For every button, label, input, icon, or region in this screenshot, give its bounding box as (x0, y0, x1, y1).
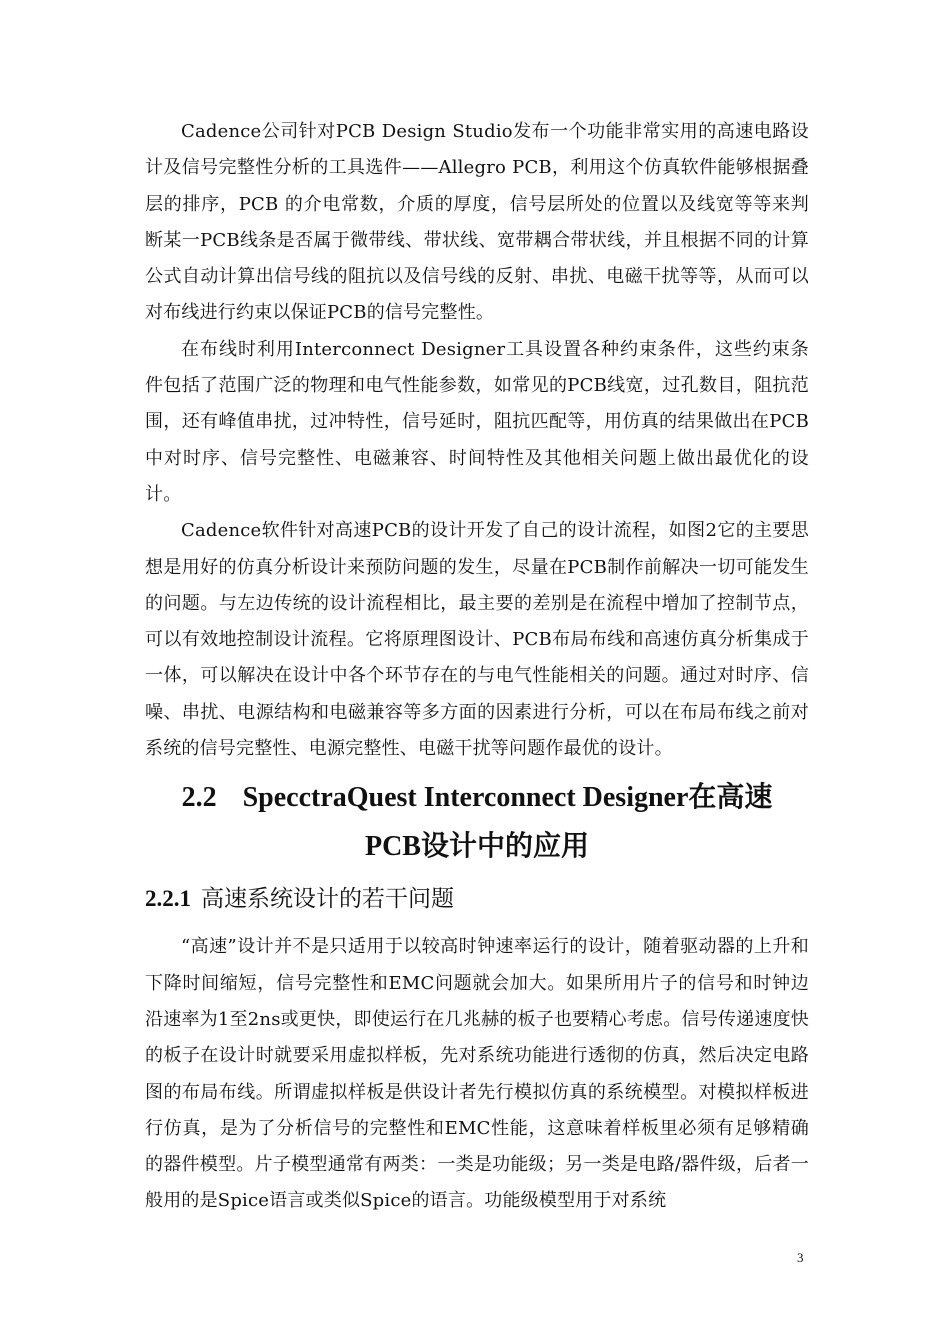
subsection-title: 高速系统设计的若干问题 (201, 886, 454, 913)
subsection-heading (145, 879, 809, 919)
section-title-line1: SpecctraQuest Interconnect Designer在高速 (242, 782, 773, 814)
page-number: 3 (797, 1250, 804, 1265)
section-number: 2.2 (181, 782, 217, 814)
subsection-number: 2.2.1 (145, 886, 191, 912)
paragraph-cadence-intro: Cadence公司针对PCB Design Studio发布一个功能非常实用的高速电路设计及信号完整性分析的工具选件——Allegro PCB，利用这个仿真软件能够根据叠层的排序，PCB 的介电常数，介质的厚度，信号层所处的位置以及线宽等等来判断某一PCB线条是否属于微带线、带状线、宽带耦合带状线，并且根据不同的计算公式自动计算出信号线的阻抗以及信号线的反射、串扰、电磁干扰等等，从而可以对布线进行约束以保证PCB的信号完整性。 (145, 121, 809, 324)
page-content (145, 114, 809, 1220)
paragraph-high-speed-design: “高速”设计并不是只适用于以较高时钟速率运行的设计，随着驱动器的上升和下降时间缩短，信号完整性和EMC问题就会加大。如果所用片子的信号和时钟边沿速率为1至2ns或更快，即使运行在几兆赫的板子也要精心考虑。信号传递速度快的板子在设计时就要采用虚拟样板，先对系统功能进行透彻的仿真，然后决定电路图的布局布线。所谓虚拟样板是供设计者先行模拟仿真的系统模型。对模拟样板进行仿真，是为了分析信号的完整性和EMC性能，这意味着样板里必须有足够精确的器件模型。片子模型通常有两类：一类是功能级；另一类是电路/器件级，后者一般用的是Spice语言或类似Spice的语言。功能级模型用于对系统 (145, 936, 809, 1212)
section-title-line2: PCB设计中的应用 (364, 831, 589, 863)
paragraph-interconnect-constraints: 在布线时利用Interconnect Designer工具设置各种约束条件，这些约束条件包括了范围广泛的物理和电气性能参数，如常见的PCB线宽，过孔数目，阻抗范围，还有峰值串扰，过冲特性，信号延时，阻抗匹配等，用仿真的结果做出在PCB中对时序、信号完整性、电磁兼容、时间特性及其他相关问题上做出最优化的设计。 (145, 338, 809, 505)
paragraph-design-flow: Cadence软件针对高速PCB的设计开发了自己的设计流程，如图2它的主要思想是用好的仿真分析设计来预防问题的发生，尽量在PCB制作前解决一切可能发生的问题。与左边传统的设计流程相比，最主要的差别是在流程中增加了控制节点，可以有效地控制设计流程。它将原理图设计、PCB布局布线和高速仿真分析集成于一体，可以解决在设计中各个环节存在的与电气性能相关的问题。通过对时序、信噪、串扰、电源结构和电磁兼容等多方面的因素进行分析，可以在布局布线之前对系统的信号完整性、电源完整性、电磁干扰等问题作最优的设计。 (145, 520, 809, 760)
section-heading (145, 773, 809, 871)
